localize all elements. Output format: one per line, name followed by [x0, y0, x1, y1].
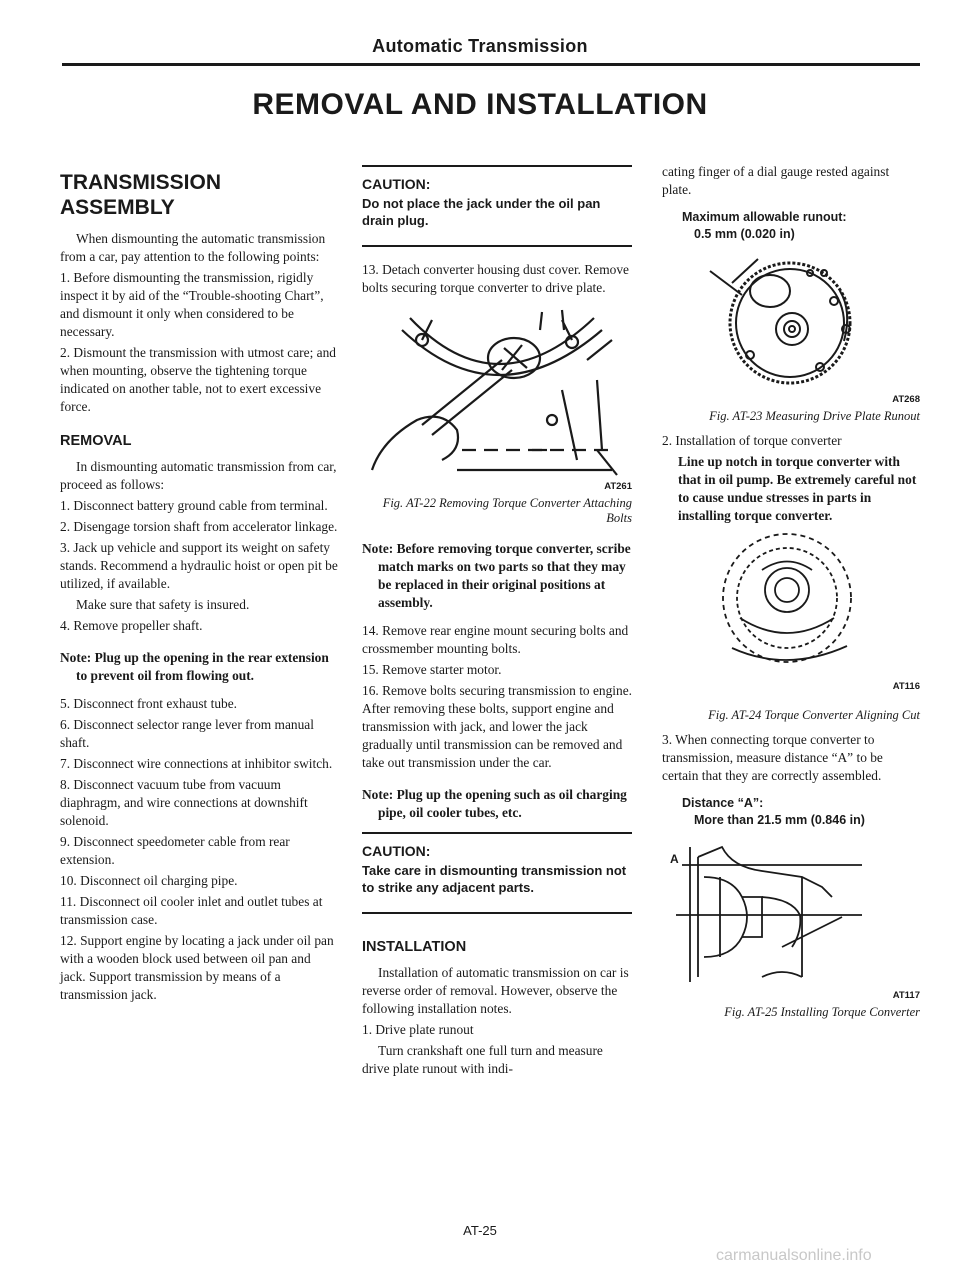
- removal-intro: In dismounting automatic transmission from car, proceed as follows:: [60, 459, 337, 492]
- removing-bolts-illustration: [362, 300, 632, 478]
- figure-code: AT117: [892, 990, 920, 1001]
- point-2: 2. Dismount the transmission with utmost care; and when mounting, observe the tightening torque indicated on another table, not to exert excessive force.: [60, 345, 336, 414]
- note-match-marks: Note: Before removing torque converter, scribe match marks on two parts so that they may be replaced in their original positions at assembly.: [362, 541, 631, 610]
- note-plug-opening: Note: Plug up the opening such as oil charging pipe, oil cooler tubes, etc.: [362, 787, 627, 820]
- figure-at22: [362, 300, 632, 526]
- subheading-removal: REMOVAL: [60, 433, 132, 449]
- installation-intro: Installation of automatic transmission on car is reverse order of removal. However, observe the following installation notes.: [362, 965, 629, 1016]
- column-left: [60, 170, 338, 1007]
- page-title: REMOVAL AND INSTALLATION: [252, 88, 708, 121]
- step-10: 10. Disconnect oil charging pipe.: [60, 873, 238, 888]
- intro-paragraph: When dismounting the automatic transmission from a car, pay attention to the following points:: [60, 231, 326, 264]
- figure-at23: [662, 251, 920, 424]
- step-1: 1. Disconnect battery ground cable from terminal.: [60, 498, 328, 513]
- figure-caption: Fig. AT-24 Torque Converter Aligning Cut: [708, 708, 920, 722]
- note-rear-extension: Note: Plug up the opening in the rear extension to prevent oil from flowing out.: [60, 650, 329, 683]
- step-3: 3. Jack up vehicle and support its weight on safety stands. Recommend a hydraulic hoist or open pit be utilized, if available.: [60, 540, 338, 591]
- step-5: 5. Disconnect front exhaust tube.: [60, 696, 238, 711]
- subheading-installation: INSTALLATION: [362, 939, 467, 955]
- figure-caption: Fig. AT-25 Installing Torque Converter: [724, 1005, 920, 1019]
- figure-caption: Fig. AT-22 Removing Torque Converter Attaching Bolts: [382, 496, 632, 525]
- spec-distance-a: Distance “A”: More than 21.5 mm (0.846 in): [682, 796, 865, 827]
- continued-text: cating finger of a dial gauge rested against plate.: [662, 164, 890, 197]
- installation-step-3: 3. When connecting torque converter to transmission, measure distance “A” to be certain that they are correctly assembled.: [662, 732, 883, 783]
- step-16: 16. Remove bolts securing transmission to engine. After removing these bolts, support engine and transmission with jack, and lower the jack gradually until transmission can be removed and take out transmission under the car.: [362, 683, 633, 770]
- column-right: [662, 163, 920, 1028]
- installation-step-1: 1. Drive plate runout: [362, 1022, 474, 1037]
- installation-step-1-text: Turn crankshaft one full turn and measure drive plate runout with indi-: [362, 1043, 603, 1076]
- watermark: carmanualsonline.info: [716, 1247, 872, 1264]
- step-13: 13. Detach converter housing dust cover. Remove bolts securing torque converter to drive plate.: [362, 262, 629, 295]
- caution-box-jack: [362, 165, 632, 247]
- caution-box-dismount: [362, 832, 632, 914]
- step-6: 6. Disconnect selector range lever from manual shaft.: [60, 717, 314, 750]
- caution-heading: CAUTION:: [362, 843, 431, 859]
- torque-converter-illustration: [662, 528, 920, 678]
- step-3-note: Make sure that safety is insured.: [76, 597, 250, 612]
- figure-at24: [662, 528, 920, 723]
- installation-step-2: 2. Installation of torque converter: [662, 433, 842, 448]
- running-header: Automatic Transmission: [372, 36, 588, 56]
- step-7: 7. Disconnect wire connections at inhibitor switch.: [60, 756, 333, 771]
- step-9: 9. Disconnect speedometer cable from rear extension.: [60, 834, 290, 867]
- installing-converter-illustration: [662, 837, 920, 987]
- header-rule: [62, 63, 920, 66]
- column-middle: [362, 157, 632, 1081]
- caution-heading: CAUTION:: [362, 176, 431, 192]
- figure-code: AT116: [892, 681, 920, 692]
- figure-caption: Fig. AT-23 Measuring Drive Plate Runout: [709, 409, 920, 423]
- dial-gauge-illustration: [662, 251, 920, 391]
- figure-code: AT268: [892, 394, 920, 405]
- section-heading-transmission-assembly: TRANSMISSION ASSEMBLY: [60, 171, 222, 219]
- distance-a-label: A: [670, 852, 679, 866]
- point-1: 1. Before dismounting the transmission, rigidly inspect it by aid of the “Trouble-shooting Chart”, and dismount it only when considered to be necessary.: [60, 270, 324, 339]
- caution-text: Do not place the jack under the oil pan drain plug.: [362, 196, 601, 228]
- step-8: 8. Disconnect vacuum tube from vacuum diaphragm, and wire connections at downshift solenoid.: [60, 777, 308, 828]
- step-15: 15. Remove starter motor.: [362, 662, 502, 677]
- step-14: 14. Remove rear engine mount securing bolts and crossmember mounting bolts.: [362, 623, 629, 656]
- step-4: 4. Remove propeller shaft.: [60, 618, 203, 633]
- installation-step-2-text: Line up notch in torque converter with that in oil pump. Be extremely careful not to cause undue stresses in parts in installing torque converter.: [678, 454, 917, 523]
- figure-at25: [662, 837, 920, 1020]
- figure-code: AT261: [604, 481, 632, 492]
- caution-text: Take care in dismounting transmission not to strike any adjacent parts.: [362, 863, 627, 895]
- spec-runout: Maximum allowable runout: 0.5 mm (0.020 in): [682, 210, 847, 241]
- step-2: 2. Disengage torsion shaft from accelerator linkage.: [60, 519, 338, 534]
- step-11: 11. Disconnect oil cooler inlet and outlet tubes at transmission case.: [60, 894, 323, 927]
- step-12: 12. Support engine by locating a jack under oil pan with a wooden block used between oil pan and jack. Support transmission by means of a transmission jack.: [60, 933, 334, 1002]
- page-number: AT-25: [463, 1223, 497, 1238]
